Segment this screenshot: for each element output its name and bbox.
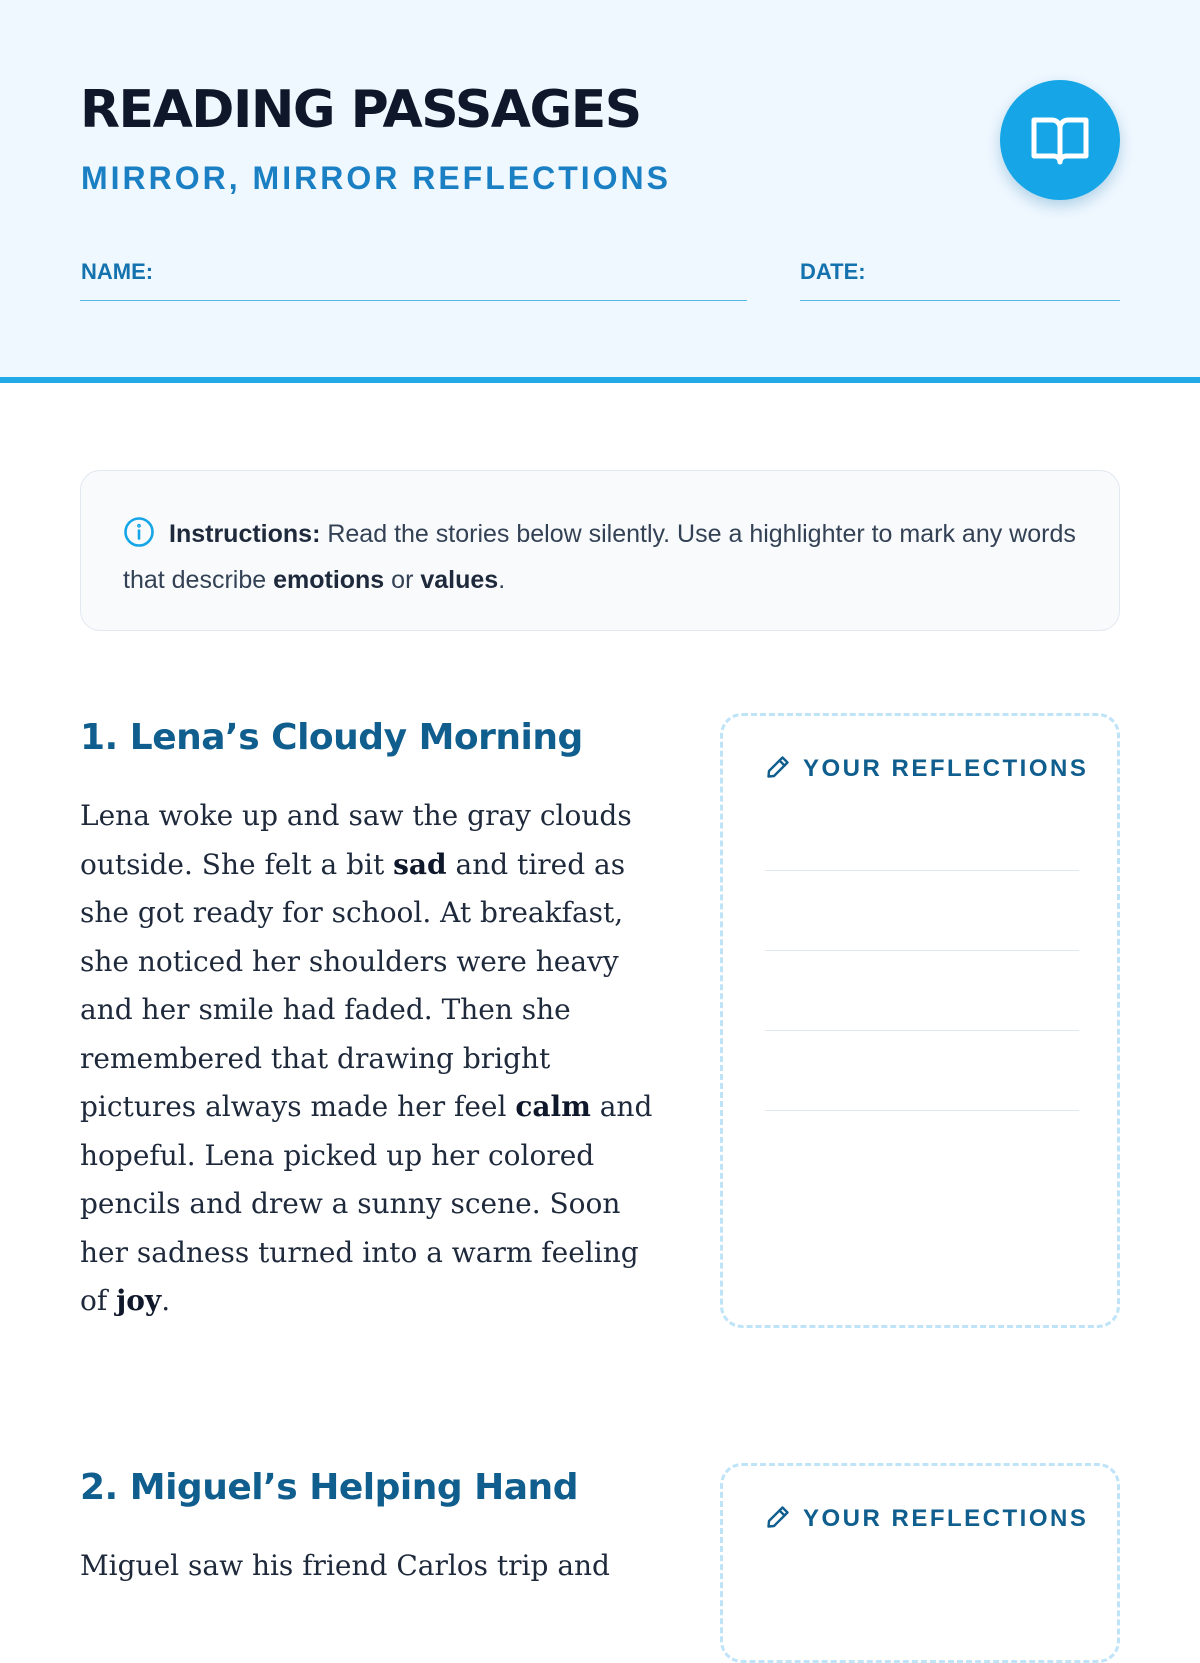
book-badge (1000, 80, 1120, 200)
pencil-icon (765, 1504, 791, 1537)
passage-text: Miguel saw his friend Carlos trip and (80, 1549, 610, 1582)
instructions-box (80, 470, 1120, 631)
passage-1-text (80, 792, 660, 1326)
reflection-label: YOUR REFLECTIONS (803, 1505, 1089, 1532)
reflection-label: YOUR REFLECTIONS (803, 755, 1089, 782)
name-label: NAME: (81, 259, 154, 284)
reflection-header (765, 754, 1088, 787)
date-field[interactable] (800, 300, 1120, 301)
instructions-lead: Instructions: (169, 520, 321, 548)
passage-text: and hopeful. Lena picked up her colored pencils and drew a sunny scene. Soon her sadness turned into a warm feeling of (80, 1090, 653, 1317)
reflection-header (765, 1504, 1088, 1537)
reflection-write-line[interactable] (765, 870, 1079, 871)
passage-text: Lena woke up and saw the gray clouds outside. She felt a bit (80, 799, 632, 881)
emotion-word-calm: calm (515, 1090, 591, 1123)
reflection-box-1 (720, 713, 1120, 1328)
name-field[interactable] (80, 300, 747, 301)
passage-1-title: 1. Lena’s Cloudy Morning (80, 717, 583, 758)
passage-text: . (161, 1284, 171, 1317)
emotion-word-joy: joy (116, 1284, 162, 1317)
worksheet-header (0, 0, 1200, 383)
info-icon (123, 516, 155, 560)
emotion-word-sad: sad (393, 847, 447, 881)
page-subtitle: MIRROR, MIRROR REFLECTIONS (81, 160, 671, 196)
page-title: READING PASSAGES (80, 80, 641, 140)
reflection-box-2 (720, 1463, 1120, 1663)
open-book-icon (1028, 108, 1092, 172)
instructions-text-end: . (498, 566, 506, 594)
passage-2-title: 2. Miguel’s Helping Hand (80, 1467, 578, 1508)
passage-2-text (80, 1542, 660, 1591)
emphasis-values: values (420, 566, 499, 594)
reflection-write-line[interactable] (765, 1030, 1079, 1031)
date-label: DATE: (800, 259, 866, 284)
reflection-write-line[interactable] (765, 1110, 1079, 1111)
reflection-write-line[interactable] (765, 950, 1079, 951)
instructions-text: Read the stories below silently. Use a highlighter to mark any words that describe (123, 520, 1076, 594)
emphasis-emotions: emotions (273, 566, 385, 594)
pencil-icon (765, 754, 791, 787)
passage-text: and tired as she got ready for school. At breakfast, she noticed her shoulders were heavy and her smile had faded. Then she remembered that drawing bright pictures always made her feel (80, 847, 626, 1123)
instructions-text-connector: or (384, 566, 421, 594)
